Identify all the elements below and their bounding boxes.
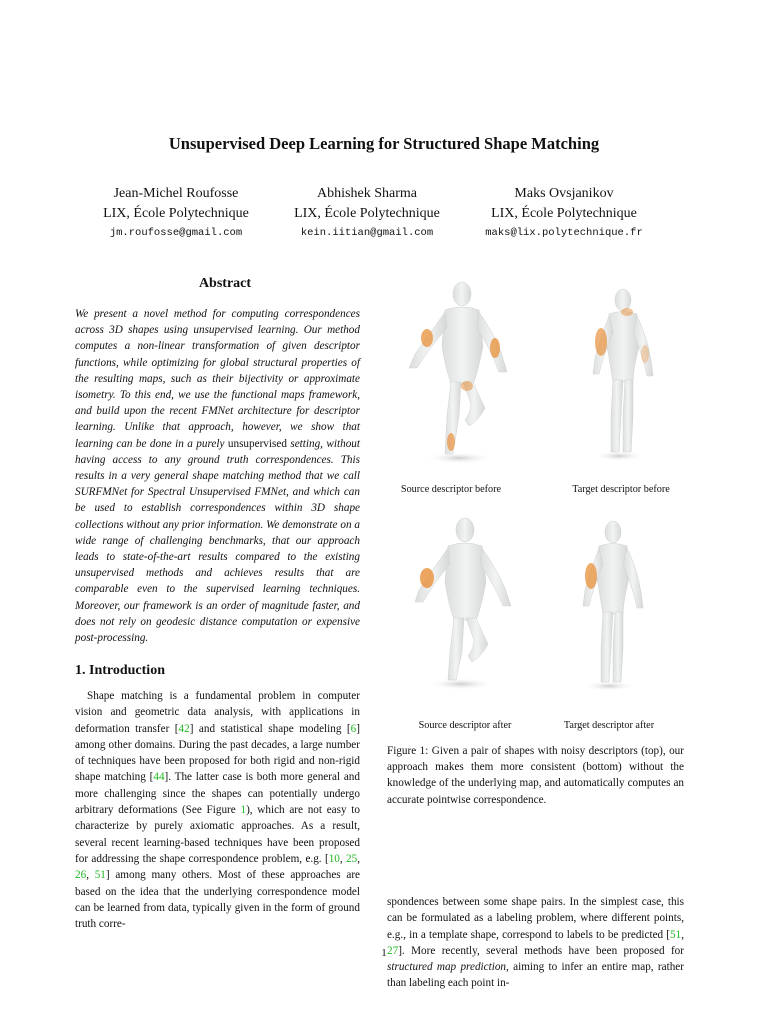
label-source-before: Source descriptor before: [400, 484, 502, 495]
label-target-before: Target descriptor before: [572, 484, 670, 495]
separator: ,: [357, 852, 361, 865]
author-1: [76, 184, 276, 242]
body-text: ]. More recently, several methods have been proposed for: [398, 944, 684, 957]
author-affiliation: LIX, École Polytechnique: [294, 206, 440, 221]
intro-paragraph: [75, 688, 360, 932]
citation-link[interactable]: 10: [328, 852, 340, 865]
intro-text: ] and statistical shape modeling [: [189, 722, 351, 735]
abstract-upright-word: unsupervised: [227, 437, 287, 450]
target-shape-before: [593, 289, 653, 461]
author-email[interactable]: maks@lix.polytechnique.fr: [485, 227, 643, 239]
section-heading-introduction: 1. Introduction: [75, 663, 165, 678]
source-shape-after: [415, 518, 511, 690]
author-name: Abhishek Sharma: [317, 186, 417, 201]
citation-link[interactable]: 6: [350, 722, 357, 735]
abstract-text-2: setting, without having access to any ground truth correspondences. This results in a very general shape matching method that we call SURFMNet for Spectral Unsupervised FMNet, and which can be used to establish correspondences within 3D shape collections without any prior information. We demonstrate on a wide range of challenging benchmarks, that our approach leads to state-of-the-art results compared to the existing unsupervised methods and achieves results that are comparable even to the supervised learning techniques. Moreover, our framework is an order of magnitude faster, and does not rely on geodesic distance computation or expensive post-processing.: [75, 437, 360, 645]
intro-text: ]. The latter case is both more general and more challenging since the shapes can potentially undergo arbitrary deformations (See Figure: [75, 771, 360, 817]
citation-link[interactable]: 25: [346, 852, 358, 865]
abstract-text-1: We present a novel method for computing correspondences across 3D shapes using unsupervised learning. Our method computes a non-linear transformation of given descriptor functions, while optimizing for global structural properties of the resulting maps, such as their bijectivity or approximate isometry. To this end, we use the functional maps framework, and build upon the recent FMNet architecture for descriptor learning. Unlike that approach, however, we show that learning can be done in a purely: [75, 308, 360, 450]
author-name: Maks Ovsjanikov: [514, 186, 614, 201]
label-target-after: Target descriptor after: [563, 720, 655, 731]
figure-reference-link[interactable]: 1: [240, 804, 247, 817]
author-2: [267, 184, 467, 242]
source-shape-before: [409, 282, 507, 464]
intro-text: ] among other domains. During the past decades, a large number of techniques have been proposed for both rigid and non-rigid shape matching [: [75, 722, 360, 784]
citation-link[interactable]: 51: [94, 869, 106, 882]
author-affiliation: LIX, École Polytechnique: [491, 206, 637, 221]
citation-link[interactable]: 26: [75, 869, 87, 882]
separator: ,: [681, 928, 684, 941]
abstract-body: [75, 306, 360, 646]
emphasis-text: structured map prediction: [387, 961, 507, 974]
separator: ,: [86, 869, 95, 882]
author-3: [464, 184, 664, 242]
abstract-heading: Abstract: [198, 276, 252, 291]
citation-link[interactable]: 27: [387, 944, 399, 957]
page-number: 1: [381, 947, 387, 959]
intro-text: Shape matching is a fundamental problem in computer vision and geometric data analysis, with applications in deformation transfer [: [75, 690, 360, 735]
body-text: , aiming to infer an entire map, rather than labeling each point in-: [387, 961, 684, 990]
figure-1: [387, 276, 687, 736]
citation-link[interactable]: 51: [670, 928, 682, 941]
right-column-paragraph: [387, 894, 684, 992]
figure-1-caption: Figure 1: Given a pair of shapes with noisy descriptors (top), our approach makes them more consistent (bottom) without the knowledge of the underlying map, and automatically computes an accurate pointwise correspondence.: [387, 745, 684, 806]
paper-title: Unsupervised Deep Learning for Structured Shape Matching: [168, 134, 600, 153]
author-affiliation: LIX, École Polytechnique: [103, 206, 249, 221]
label-source-after: Source descriptor after: [418, 720, 512, 731]
citation-link[interactable]: 42: [178, 722, 190, 735]
target-shape-after: [583, 521, 643, 691]
author-name: Jean-Michel Roufosse: [113, 186, 239, 201]
intro-text: ] among many others. Most of these approaches are based on the idea that the underlying correspondence model can be learned from data, typically given in the form of ground truth corre-: [75, 869, 361, 931]
citation-link[interactable]: 44: [153, 771, 165, 784]
body-text: spondences between some shape pairs. In the simplest case, this can be formulated as a labeling problem, where different points, e.g., in a template shape, correspond to labels to be predicted [: [387, 896, 684, 941]
separator: ,: [339, 852, 347, 865]
intro-text: ), which are not easy to characterize by purely axiomatic approaches. As a result, several recent learning-based techniques have been proposed for addressing the shape correspondence problem, e.g. [: [75, 804, 360, 865]
author-email[interactable]: jm.roufosse@gmail.com: [109, 227, 243, 239]
author-email[interactable]: kein.iitian@gmail.com: [300, 227, 434, 239]
